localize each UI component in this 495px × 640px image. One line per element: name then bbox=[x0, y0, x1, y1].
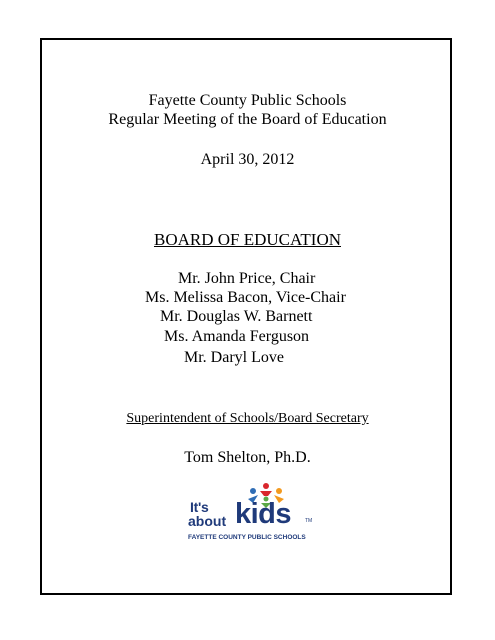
board-member: Mr. Douglas W. Barnett bbox=[160, 308, 313, 325]
board-heading: BOARD OF EDUCATION bbox=[153, 230, 341, 249]
board-member: Mr. John Price, Chair bbox=[178, 270, 316, 287]
logo-about-text: about bbox=[188, 513, 227, 529]
superintendent-name: Tom Shelton, Ph.D. bbox=[184, 449, 311, 466]
meeting-title: Regular Meeting of the Board of Education bbox=[108, 111, 387, 128]
board-member: Mr. Daryl Love bbox=[184, 349, 284, 366]
logo-trademark: TM bbox=[305, 518, 313, 524]
logo-its-text: It's bbox=[190, 499, 209, 515]
meeting-date: April 30, 2012 bbox=[200, 151, 295, 168]
superintendent-heading: Superintendent of Schools/Board Secretary bbox=[126, 411, 369, 426]
district-name: Fayette County Public Schools bbox=[148, 92, 347, 109]
fcps-logo bbox=[188, 482, 328, 550]
board-member: Ms. Melissa Bacon, Vice-Chair bbox=[145, 289, 346, 306]
board-member: Ms. Amanda Ferguson bbox=[164, 328, 310, 345]
logo-subtitle: FAYETTE COUNTY PUBLIC SCHOOLS bbox=[188, 534, 306, 541]
logo-kids-text: kids bbox=[235, 498, 292, 530]
